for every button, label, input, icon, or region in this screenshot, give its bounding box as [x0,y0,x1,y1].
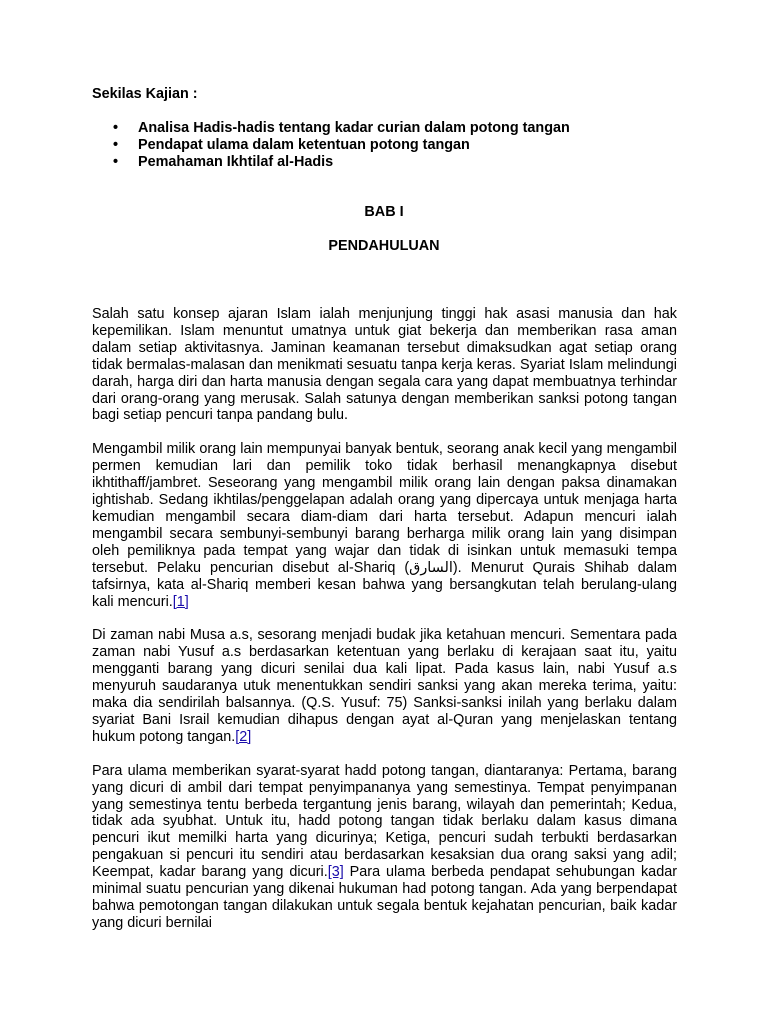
bullet-icon: • [113,153,119,170]
body-text [92,306,677,949]
list-item [92,154,570,171]
list-item [92,137,570,154]
topic-list [92,120,570,171]
bullet-icon: • [113,136,119,153]
bullet-icon: • [113,120,119,136]
footnote-link-2[interactable]: [2] [235,728,252,745]
paragraph-1 [92,306,677,424]
topic-text: Pendapat ulama dalam ketentuan potong tangan [138,136,470,153]
topic-text: Pemahaman Ikhtilaf al-Hadis [138,153,334,170]
paragraph-text: Para ulama memberikan syarat-syarat hadd potong tangan, diantaranya: Pertama, barang yang dicuri di ambil dari tempat penyimpananya yang semestinya. Tempat penyimpanan yang semestinya tentu berbeda tergantung jenis barang, wilayah dan pemerintah; Kedua, tidak ada syubhat. Untuk itu, hadd potong tangan tidak berlaku dalam kasus dimana pencuri ikut memilki harta yang dicurinya; Ketiga, pencuri sudah terbukti berdasarkan pengakuan si pencuri itu sendiri atau berdasarkan kesaksian dua orang saksi yang adil; Keempat, kadar barang yang dicuri. [92,762,677,881]
footnote-link-1[interactable]: [1] [172,593,189,610]
paragraph-text: Di zaman nabi Musa a.s, sesorang menjadi budak jika ketahuan mencuri. Sementara pada zaman nabi Yusuf a.s berdasarkan ketentuan yang berlaku di kerajaan saat itu, yaitu mengganti barang yang dicuri senilai dua kali lipat. Pada kasus lain, nabi Yusuf a.s menyuruh saudaranya utuk menentukkan sendiri sanksi yang akan mereka terima, yaitu: maka dia sendirilah balsannya. (Q.S. Yusuf: 75) Sanksi-sanksi inilah yang berlaku dalam syariat Bani Israil kemudian dihapus dengan ayat al-Quran yang menjelaskan tentang hukum potong tangan. [92,627,677,745]
intro-heading: Sekilas Kajian : [92,86,198,102]
paragraph-text: Mengambil milik orang lain mempunyai banyak bentuk, seorang anak kecil yang mengambil permen kemudian lari dan pemilik toko tidak berhasil menangkapnya disebut ikhtithaff/jambret. Seseorang yang mengambil milik orang lain dengan paksa dinamakan ightishab. Sedang ikhtilas/penggelapan adalah orang yang dipercaya untuk menjaga harta kemudian mengambil secara diam-diam dari harta tersebut. Adapun mencuri ialah mengambil secara sembunyi-sembunyi barang berharga milik orang lain yang disimpan oleh pemiliknya pada tempat yang wajar dan tidak di isinkan untuk memasuki tempa tersebut. Pelaku pencurian disebut al-Shariq (السارق). Menurut Qurais Shihab dalam tafsirnya, kata al-Shariq memberi kesan bahwa yang bersangkutan telah berulang-ulang kali mencuri. [92,441,677,610]
topic-text: Analisa Hadis-hadis tentang kadar curian dalam potong tangan [138,120,570,136]
paragraph-4 [92,763,677,932]
paragraph-3 [92,627,677,745]
paragraph-2 [92,441,677,610]
chapter-title: PENDAHULUAN [328,238,440,254]
paragraph-text-continued: Para ulama berbeda pendapat sehubungan kadar minimal suatu pencurian yang dikenai hukuman had potong tangan. Ada yang berpendapat bahwa pemotongan tangan dilakukan untuk segala bentuk kejahatan pencurian, baik kadar yang dicuri bernilai [92,864,677,931]
chapter-number: BAB I [364,204,404,220]
footnote-link-3[interactable]: [3] [327,864,344,881]
paragraph-text: Salah satu konsep ajaran Islam ialah menjunjung tinggi hak asasi manusia dan hak kepemilikan. Islam menuntut umatnya untuk giat bekerja dan memberikan rasa aman dalam setiap aktivitasnya. Jaminan keamanan tersebut dimaksudkan agat setiap orang tidak bermalas-malasan dan menikmati sesuatu tanpa kerja keras. Syariat Islam melindungi darah, harga diri dan harta manusia dengan segala cara yang dapat membuatnya terhindar dari orang-orang yang merusak. Salah satunya dengan memberikan sanksi potong tangan bagi setiap pencuri tanpa pandang bulu. [92,306,677,424]
list-item [92,120,570,137]
